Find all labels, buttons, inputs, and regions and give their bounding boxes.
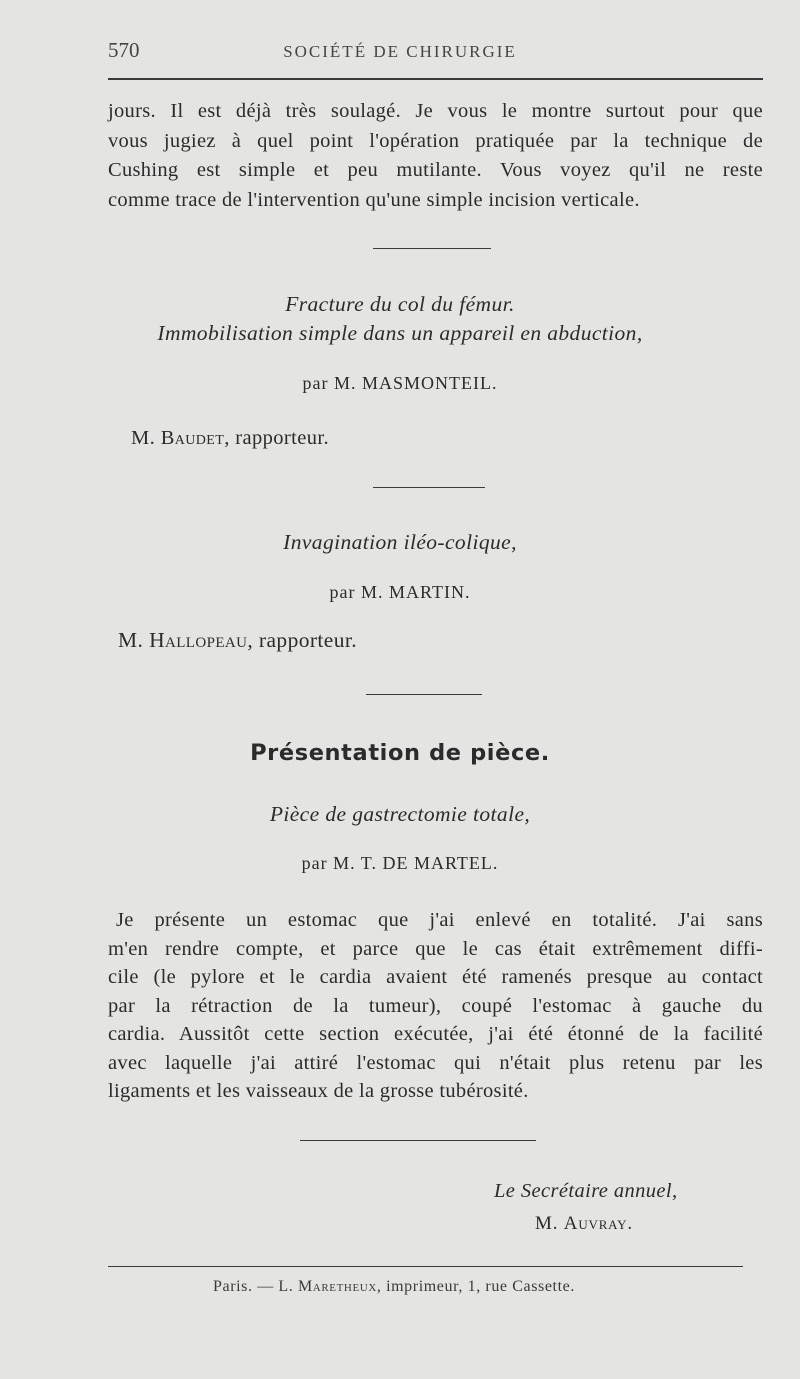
signature-name (535, 1213, 633, 1235)
signature-prefix: M. (535, 1213, 564, 1234)
section-title-fracture: Fracture du col du fémur. (285, 292, 515, 316)
rapporteur-prefix: M. (118, 628, 150, 652)
section-divider (373, 248, 491, 249)
page-number: 570 (108, 38, 140, 62)
imprint-printer: Maretheux (297, 1278, 377, 1295)
paragraph-line: avec laquelle j'ai attiré l'estomac qui n'était plus retenu par les (108, 1051, 763, 1074)
author-line: par M. T. DE MARTEL. (301, 853, 499, 873)
section-divider (300, 1140, 536, 1141)
imprint-address: , imprimeur, 1, rue Cassette. (376, 1278, 575, 1295)
author-line: par M. MARTIN. (329, 582, 471, 602)
paragraph-line: Cushing est simple et peu mutilante. Vous voyez qu'il ne reste (108, 159, 763, 181)
paragraph-line: m'en rendre compte, et parce que le cas était extrêmement diffi- (108, 937, 763, 960)
rapporteur-name: Baudet (160, 427, 225, 449)
section-title-invagination: Invagination iléo-colique, (283, 530, 517, 554)
paragraph-line: par la rétraction de la tumeur), coupé l'estomac à gauche du (108, 994, 763, 1017)
rapporteur-prefix: M. (131, 427, 161, 449)
rapporteur-name: Hallopeau (149, 628, 248, 652)
running-title: SOCIÉTÉ DE CHIRURGIE (283, 42, 517, 61)
section-subtitle-fracture: Immobilisation simple dans un appareil en abduction, (157, 321, 643, 345)
paragraph-line: vous jugiez à quel point l'opération pratiquée par la technique de (108, 129, 763, 152)
rapporteur-line (131, 427, 329, 450)
section-divider (366, 694, 482, 695)
paragraph-line: jours. Il est déjà très soulagé. Je vous le montre surtout pour que (108, 100, 763, 122)
printer-imprint (213, 1278, 575, 1296)
header-rule (108, 78, 763, 80)
footer-rule (108, 1266, 743, 1267)
rapporteur-line (118, 628, 357, 653)
presentation-paragraph (108, 906, 763, 1106)
rapporteur-suffix: , rapporteur. (224, 427, 330, 449)
signature-surname: Auvray. (563, 1213, 633, 1234)
intro-paragraph (108, 97, 763, 215)
paragraph-line: cile (le pylore et le cardia avaient été ramenés presque au contact (108, 966, 763, 988)
section-subtitle: Pièce de gastrectomie totale, (269, 802, 531, 826)
paragraph-line: Je présente un estomac que j'ai enlevé en totalité. J'ai sans (116, 909, 763, 931)
paragraph-line: comme trace de l'intervention qu'une simple incision verticale. (108, 188, 640, 211)
section-divider (373, 487, 485, 488)
author-line: par M. MASMONTEIL. (302, 373, 498, 393)
rapporteur-suffix: , rapporteur. (247, 628, 358, 652)
imprint-city: Paris. — L. (213, 1278, 298, 1295)
paragraph-line: ligaments et les vaisseaux de la grosse tubérosité. (108, 1080, 529, 1102)
paragraph-line: cardia. Aussitôt cette section exécutée, j'ai été étonné de la facilité (108, 1023, 763, 1045)
section-heading: Présentation de pièce. (250, 740, 550, 766)
running-header (0, 38, 800, 64)
signature-title: Le Secrétaire annuel, (494, 1180, 678, 1202)
